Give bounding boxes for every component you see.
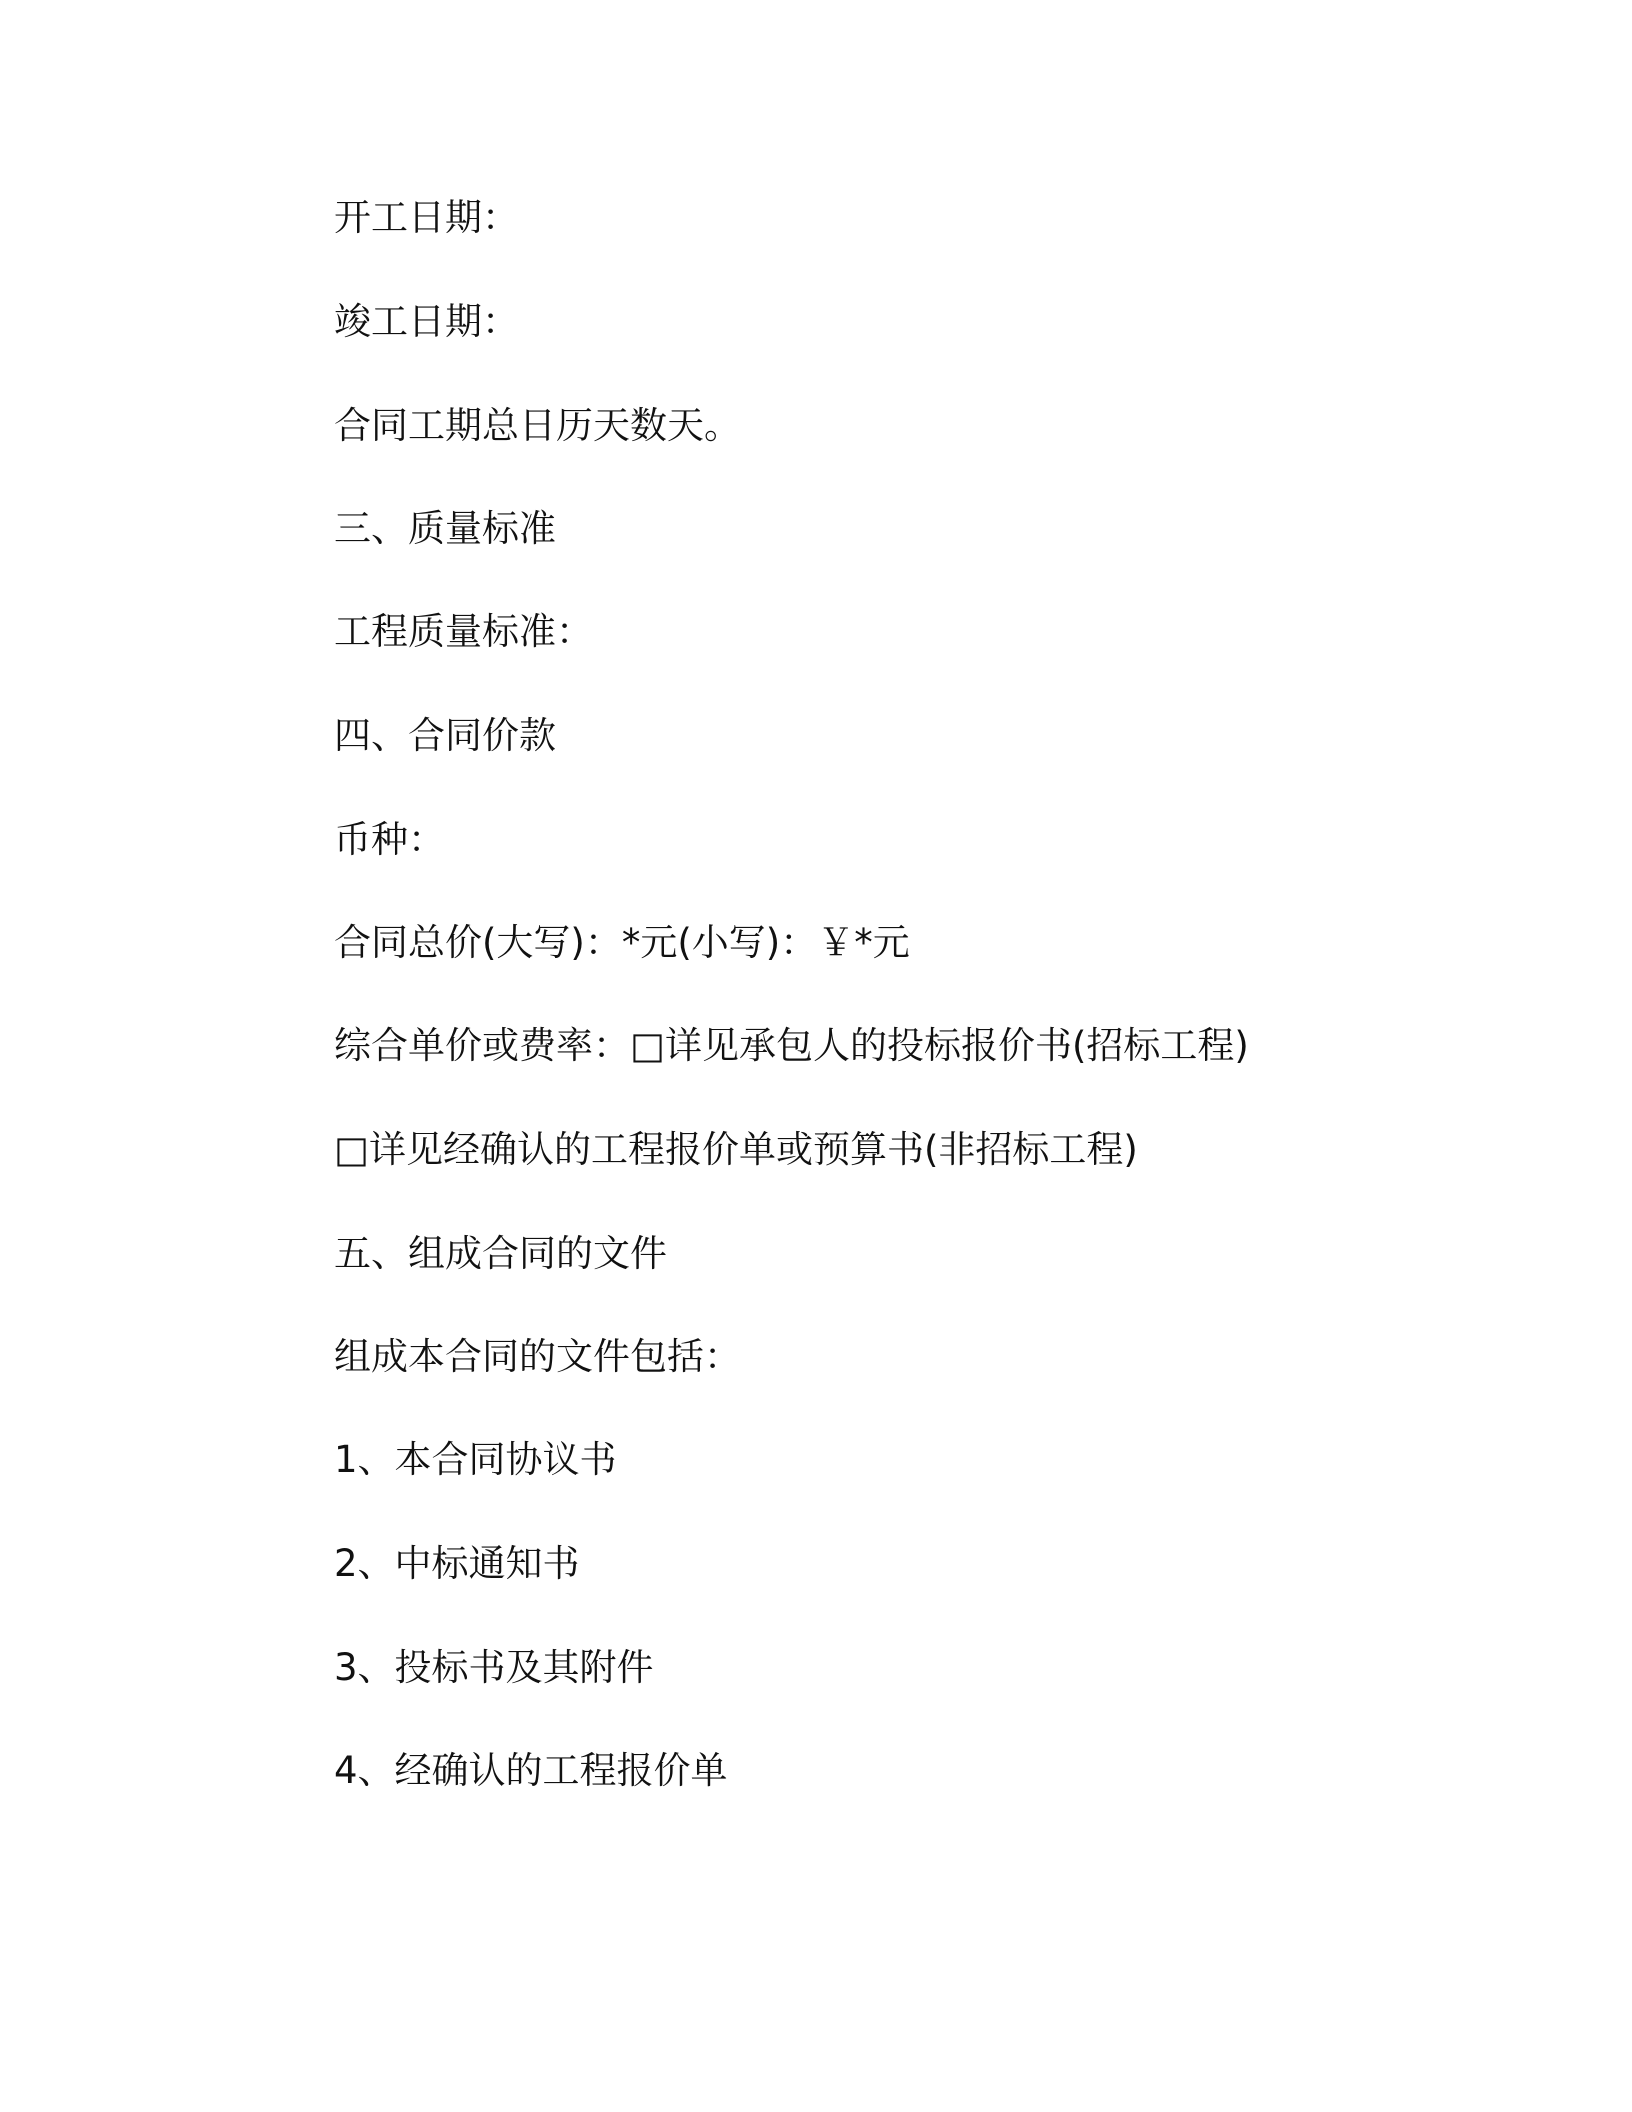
section-heading-documents: 五、组成合同的文件 [334, 1232, 667, 1275]
list-item: 4、经确认的工程报价单 [334, 1749, 728, 1792]
list-item: 3、投标书及其附件 [334, 1646, 654, 1689]
unit-price-option-bid: 综合单价或费率：□详见承包人的投标报价书(招标工程) [334, 1024, 1249, 1067]
contract-duration-text: 合同工期总日历天数天。 [334, 404, 741, 447]
list-item: 1、本合同协议书 [334, 1438, 617, 1481]
section-heading-price: 四、合同价款 [334, 714, 556, 757]
completion-date-label: 竣工日期： [334, 300, 519, 343]
unit-price-option-nonbid: □详见经确认的工程报价单或预算书(非招标工程) [334, 1128, 1138, 1171]
list-item: 2、中标通知书 [334, 1542, 580, 1585]
currency-label: 币种： [334, 818, 445, 861]
section-heading-quality: 三、质量标准 [334, 507, 556, 550]
total-price-text: 合同总价(大写)：*元(小写)：￥*元 [334, 921, 910, 964]
start-date-label: 开工日期： [334, 196, 519, 239]
quality-standard-label: 工程质量标准： [334, 610, 593, 653]
documents-intro-text: 组成本合同的文件包括： [334, 1335, 741, 1378]
